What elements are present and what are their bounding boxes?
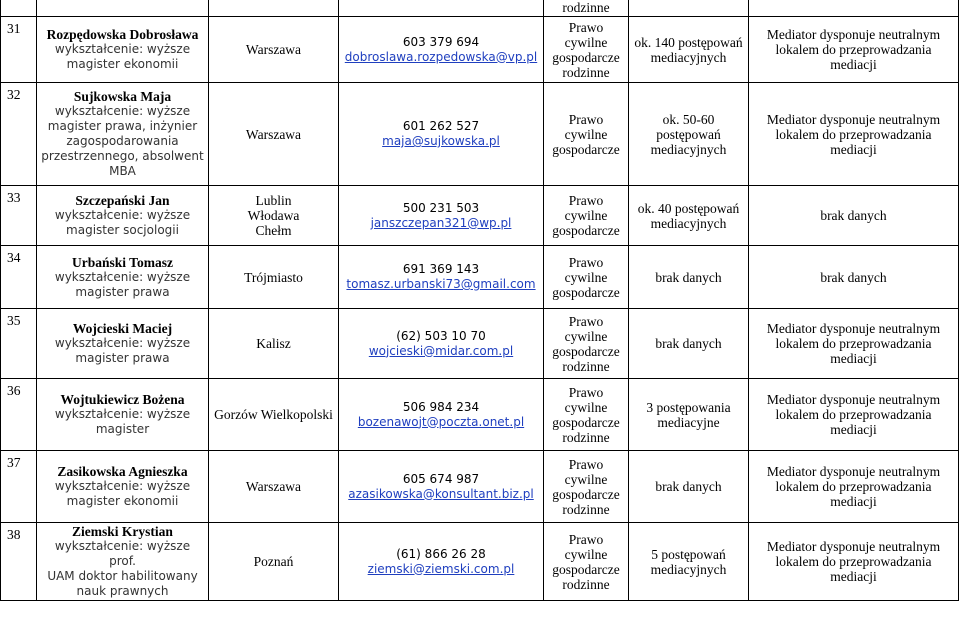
venue-line: lokalem do przeprowadzania: [775, 407, 932, 422]
law-line: cywilne: [564, 471, 608, 487]
education-label: wykształcenie: wyższe: [54, 407, 191, 421]
contact-cell: [339, 83, 544, 186]
law-cell: [544, 83, 629, 186]
experience-cell: [629, 186, 749, 246]
experience-line: mediacyjnych: [650, 561, 727, 577]
row-number-cell: [1, 379, 37, 451]
mediator-cell: [37, 17, 209, 83]
table-row: [1, 246, 959, 309]
venue-line: mediacji: [830, 141, 877, 157]
law-line: gospodarcze: [552, 284, 620, 300]
row-number: 33: [7, 190, 21, 205]
venue-line: mediacji: [830, 494, 877, 509]
table-row: [1, 17, 959, 83]
experience-line: 5 postępowań: [651, 546, 726, 562]
venue-line: mediacji: [830, 351, 877, 366]
law-line: Prawo: [568, 111, 604, 127]
mediator-name: Sujkowska Maja: [73, 89, 172, 104]
mediator-cell: [37, 379, 209, 451]
venue-cell: [749, 83, 959, 186]
city-line: Lublin: [255, 193, 292, 208]
law-line: Prawo: [568, 313, 604, 329]
city-cell: [209, 451, 339, 523]
experience-line: postępowań: [656, 126, 721, 142]
venue-cell: [749, 17, 959, 83]
venue-line: lokalem do przeprowadzania: [775, 42, 932, 57]
venue-cell: [749, 186, 959, 246]
venue-line: lokalem do przeprowadzania: [775, 554, 932, 569]
table-row: [1, 523, 959, 601]
law-line: cywilne: [564, 269, 608, 285]
phone-number: 603 379 694: [402, 34, 480, 49]
venue-line: mediacji: [830, 422, 877, 437]
degree-line: zagospodarowania: [66, 134, 179, 148]
mediator-name: Urbański Tomasz: [72, 254, 173, 270]
law-line: cywilne: [564, 546, 608, 562]
law-line: cywilne: [564, 126, 608, 142]
law-cell: [544, 451, 629, 523]
experience-cell: [629, 309, 749, 379]
city-line: Warszawa: [245, 126, 302, 142]
experience-cell: [629, 451, 749, 523]
city-line: Chełm: [255, 223, 292, 238]
law-line: Prawo: [568, 456, 604, 472]
venue-line: brak danych: [820, 269, 887, 285]
city-line: Gorzów Wielkopolski: [214, 407, 333, 422]
mediator-cell: [37, 186, 209, 246]
law-line: cywilne: [564, 34, 608, 50]
law-cell: [544, 309, 629, 379]
contact-cell: [339, 186, 544, 246]
degree-line: MBA: [109, 164, 136, 178]
experience-line: brak danych: [655, 269, 722, 285]
contact-cell: [339, 246, 544, 309]
mediator-cell: [37, 309, 209, 379]
education-label: wykształcenie: wyższe: [54, 208, 191, 222]
degree-line: magister prawa: [75, 284, 170, 299]
venue-line: Mediator dysponuje neutralnym: [766, 392, 941, 407]
city-line: Warszawa: [245, 479, 302, 494]
city-line: Warszawa: [245, 42, 302, 57]
law-line: gospodarcze: [552, 561, 620, 577]
table-row: [1, 309, 959, 379]
row-number-cell: [1, 451, 37, 523]
law-line: rodzinne: [562, 64, 610, 80]
mediator-name: Zasikowska Agnieszka: [57, 464, 188, 479]
phone-number: 500 231 503: [402, 200, 480, 215]
experience-line: ok. 50-60: [662, 111, 715, 127]
venue-cell: [749, 379, 959, 451]
table-row-partial: [1, 0, 959, 17]
phone-number: 605 674 987: [402, 471, 480, 486]
phone-number: 506 984 234: [402, 399, 480, 414]
venue-cell: [749, 451, 959, 523]
law-cell: [544, 523, 629, 601]
mediator-name: Wojcieski Maciej: [72, 321, 173, 336]
education-label: wykształcenie: wyższe: [54, 104, 191, 118]
experience-line: mediacyjnych: [650, 141, 727, 157]
law-line: cywilne: [564, 328, 608, 344]
experience-line: 3 postępowania: [646, 399, 731, 415]
venue-cell: [749, 309, 959, 379]
experience-line: ok. 140 postępowań: [634, 34, 743, 50]
law-line: gospodarcze: [552, 223, 620, 238]
experience-cell: [629, 17, 749, 83]
experience-line: brak danych: [655, 336, 722, 351]
row-number-cell: [1, 246, 37, 309]
education-label: wykształcenie: wyższe prof.: [54, 539, 191, 568]
email-link[interactable]: janszczepan321@wp.pl: [370, 215, 512, 230]
phone-number: 601 262 527: [402, 119, 480, 133]
email-link[interactable]: tomasz.urbanski73@gmail.com: [346, 277, 536, 291]
row-number-cell: [1, 309, 37, 379]
row-number: 34: [7, 250, 21, 265]
mediator-cell: [37, 523, 209, 601]
degree-line: magister ekonomii: [66, 57, 179, 71]
email-link[interactable]: wojcieski@midar.com.pl: [368, 343, 514, 358]
venue-line: lokalem do przeprowadzania: [775, 336, 932, 351]
contact-cell: [339, 309, 544, 379]
row-number-cell: [1, 186, 37, 246]
law-line: rodzinne: [562, 429, 610, 445]
phone-number: 691 369 143: [402, 262, 480, 276]
law-line: cywilne: [564, 399, 608, 415]
experience-line: mediacyjnych: [650, 215, 727, 231]
experience-line: mediacyjnych: [650, 49, 727, 65]
mediator-name: Szczepański Jan: [75, 193, 170, 208]
venue-line: Mediator dysponuje neutralnym: [766, 321, 941, 336]
city-cell: [209, 17, 339, 83]
venue-cell: [749, 246, 959, 309]
row-number: 35: [7, 313, 21, 328]
law-line: gospodarcze: [552, 414, 620, 430]
experience-cell: [629, 379, 749, 451]
email-link[interactable]: azasikowska@konsultant.biz.pl: [348, 486, 534, 501]
venue-line: mediacji: [830, 57, 877, 72]
row-number: 36: [7, 383, 21, 398]
law-cell: [544, 379, 629, 451]
email-link[interactable]: dobroslawa.rozpedowska@vp.pl: [344, 49, 538, 64]
law-line: Prawo: [568, 19, 604, 35]
experience-line: ok. 40 postępowań: [637, 200, 740, 216]
law-line: cywilne: [564, 208, 608, 223]
row-number: 38: [7, 527, 21, 542]
mediator-cell: [37, 246, 209, 309]
law-cell: [544, 0, 629, 17]
row-number-cell: [1, 17, 37, 83]
row-number-cell: [1, 83, 37, 186]
city-line: Włodawa: [247, 208, 300, 223]
email-link[interactable]: maja@sujkowska.pl: [382, 134, 500, 148]
degree-line: nauk prawnych: [76, 584, 169, 598]
law-line: gospodarcze: [552, 343, 620, 359]
law-cell: [544, 186, 629, 246]
email-link[interactable]: ziemski@ziemski.com.pl: [367, 561, 515, 576]
law-line: rodzinne: [562, 501, 610, 517]
law-cell: [544, 246, 629, 309]
row-number: 32: [7, 87, 21, 102]
city-cell: [209, 246, 339, 309]
contact-cell: [339, 379, 544, 451]
row-number: 31: [7, 21, 21, 36]
mediator-name: Wojtukiewicz Bożena: [60, 392, 185, 407]
law-line: Prawo: [568, 384, 604, 400]
law-line: Prawo: [568, 254, 604, 270]
degree-line: magister ekonomii: [66, 494, 179, 508]
law-line: Prawo: [568, 193, 604, 208]
city-cell: [209, 83, 339, 186]
degree-line: magister: [95, 422, 150, 436]
table-row: [1, 379, 959, 451]
mediator-cell: [37, 451, 209, 523]
law-line: gospodarcze: [552, 486, 620, 502]
degree-line: magister prawa, inżynier: [47, 119, 198, 133]
email-link[interactable]: bozenawojt@poczta.onet.pl: [357, 414, 525, 429]
phone-number: (62) 503 10 70: [396, 328, 486, 343]
degree-line: przestrzennego, absolwent: [41, 149, 204, 163]
contact-cell: [339, 523, 544, 601]
contact-cell: [339, 451, 544, 523]
law-line: gospodarcze: [552, 141, 620, 157]
education-label: wykształcenie: wyższe: [54, 479, 191, 493]
contact-cell: [339, 17, 544, 83]
row-number-cell: [1, 523, 37, 601]
experience-cell: [629, 246, 749, 309]
degree-line: magister socjologii: [66, 223, 179, 237]
experience-cell: [629, 83, 749, 186]
venue-cell: [749, 523, 959, 601]
venue-line: lokalem do przeprowadzania: [775, 126, 932, 142]
city-cell: [209, 379, 339, 451]
phone-number: (61) 866 26 28: [396, 546, 486, 561]
law-line: gospodarcze: [552, 49, 620, 65]
city-line: Trójmiasto: [244, 269, 303, 285]
row-number: 37: [7, 455, 21, 470]
city-line: Kalisz: [256, 336, 291, 351]
degree-line: magister prawa: [75, 351, 170, 365]
mediator-name: Rozpędowska Dobrosława: [46, 27, 199, 42]
venue-line: mediacji: [830, 569, 877, 584]
education-label: wykształcenie: wyższe: [54, 42, 191, 56]
experience-line: mediacyjne: [657, 414, 720, 430]
table-row: [1, 451, 959, 523]
experience-line: brak danych: [655, 479, 722, 494]
city-line: Poznań: [253, 554, 294, 569]
venue-line: Mediator dysponuje neutralnym: [766, 111, 941, 127]
venue-line: Mediator dysponuje neutralnym: [766, 464, 941, 479]
mediator-name: Ziemski Krystian: [72, 524, 173, 539]
education-label: wykształcenie: wyższe: [54, 269, 191, 284]
venue-line: Mediator dysponuje neutralnym: [766, 27, 941, 42]
venue-line: brak danych: [820, 208, 887, 223]
venue-line: lokalem do przeprowadzania: [775, 479, 932, 494]
degree-line: UAM doktor habilitowany: [47, 569, 198, 583]
law-cell: [544, 17, 629, 83]
table-row: [1, 83, 959, 186]
table-row: [1, 186, 959, 246]
venue-line: Mediator dysponuje neutralnym: [766, 539, 941, 554]
law-line: rodzinne: [562, 358, 610, 374]
city-cell: [209, 523, 339, 601]
city-cell: [209, 186, 339, 246]
law-line: rodzinne: [562, 576, 610, 592]
education-label: wykształcenie: wyższe: [54, 336, 191, 350]
experience-cell: [629, 523, 749, 601]
mediator-cell: [37, 83, 209, 186]
city-cell: [209, 309, 339, 379]
law-line: rodzinne: [562, 0, 610, 15]
law-line: Prawo: [568, 531, 604, 547]
